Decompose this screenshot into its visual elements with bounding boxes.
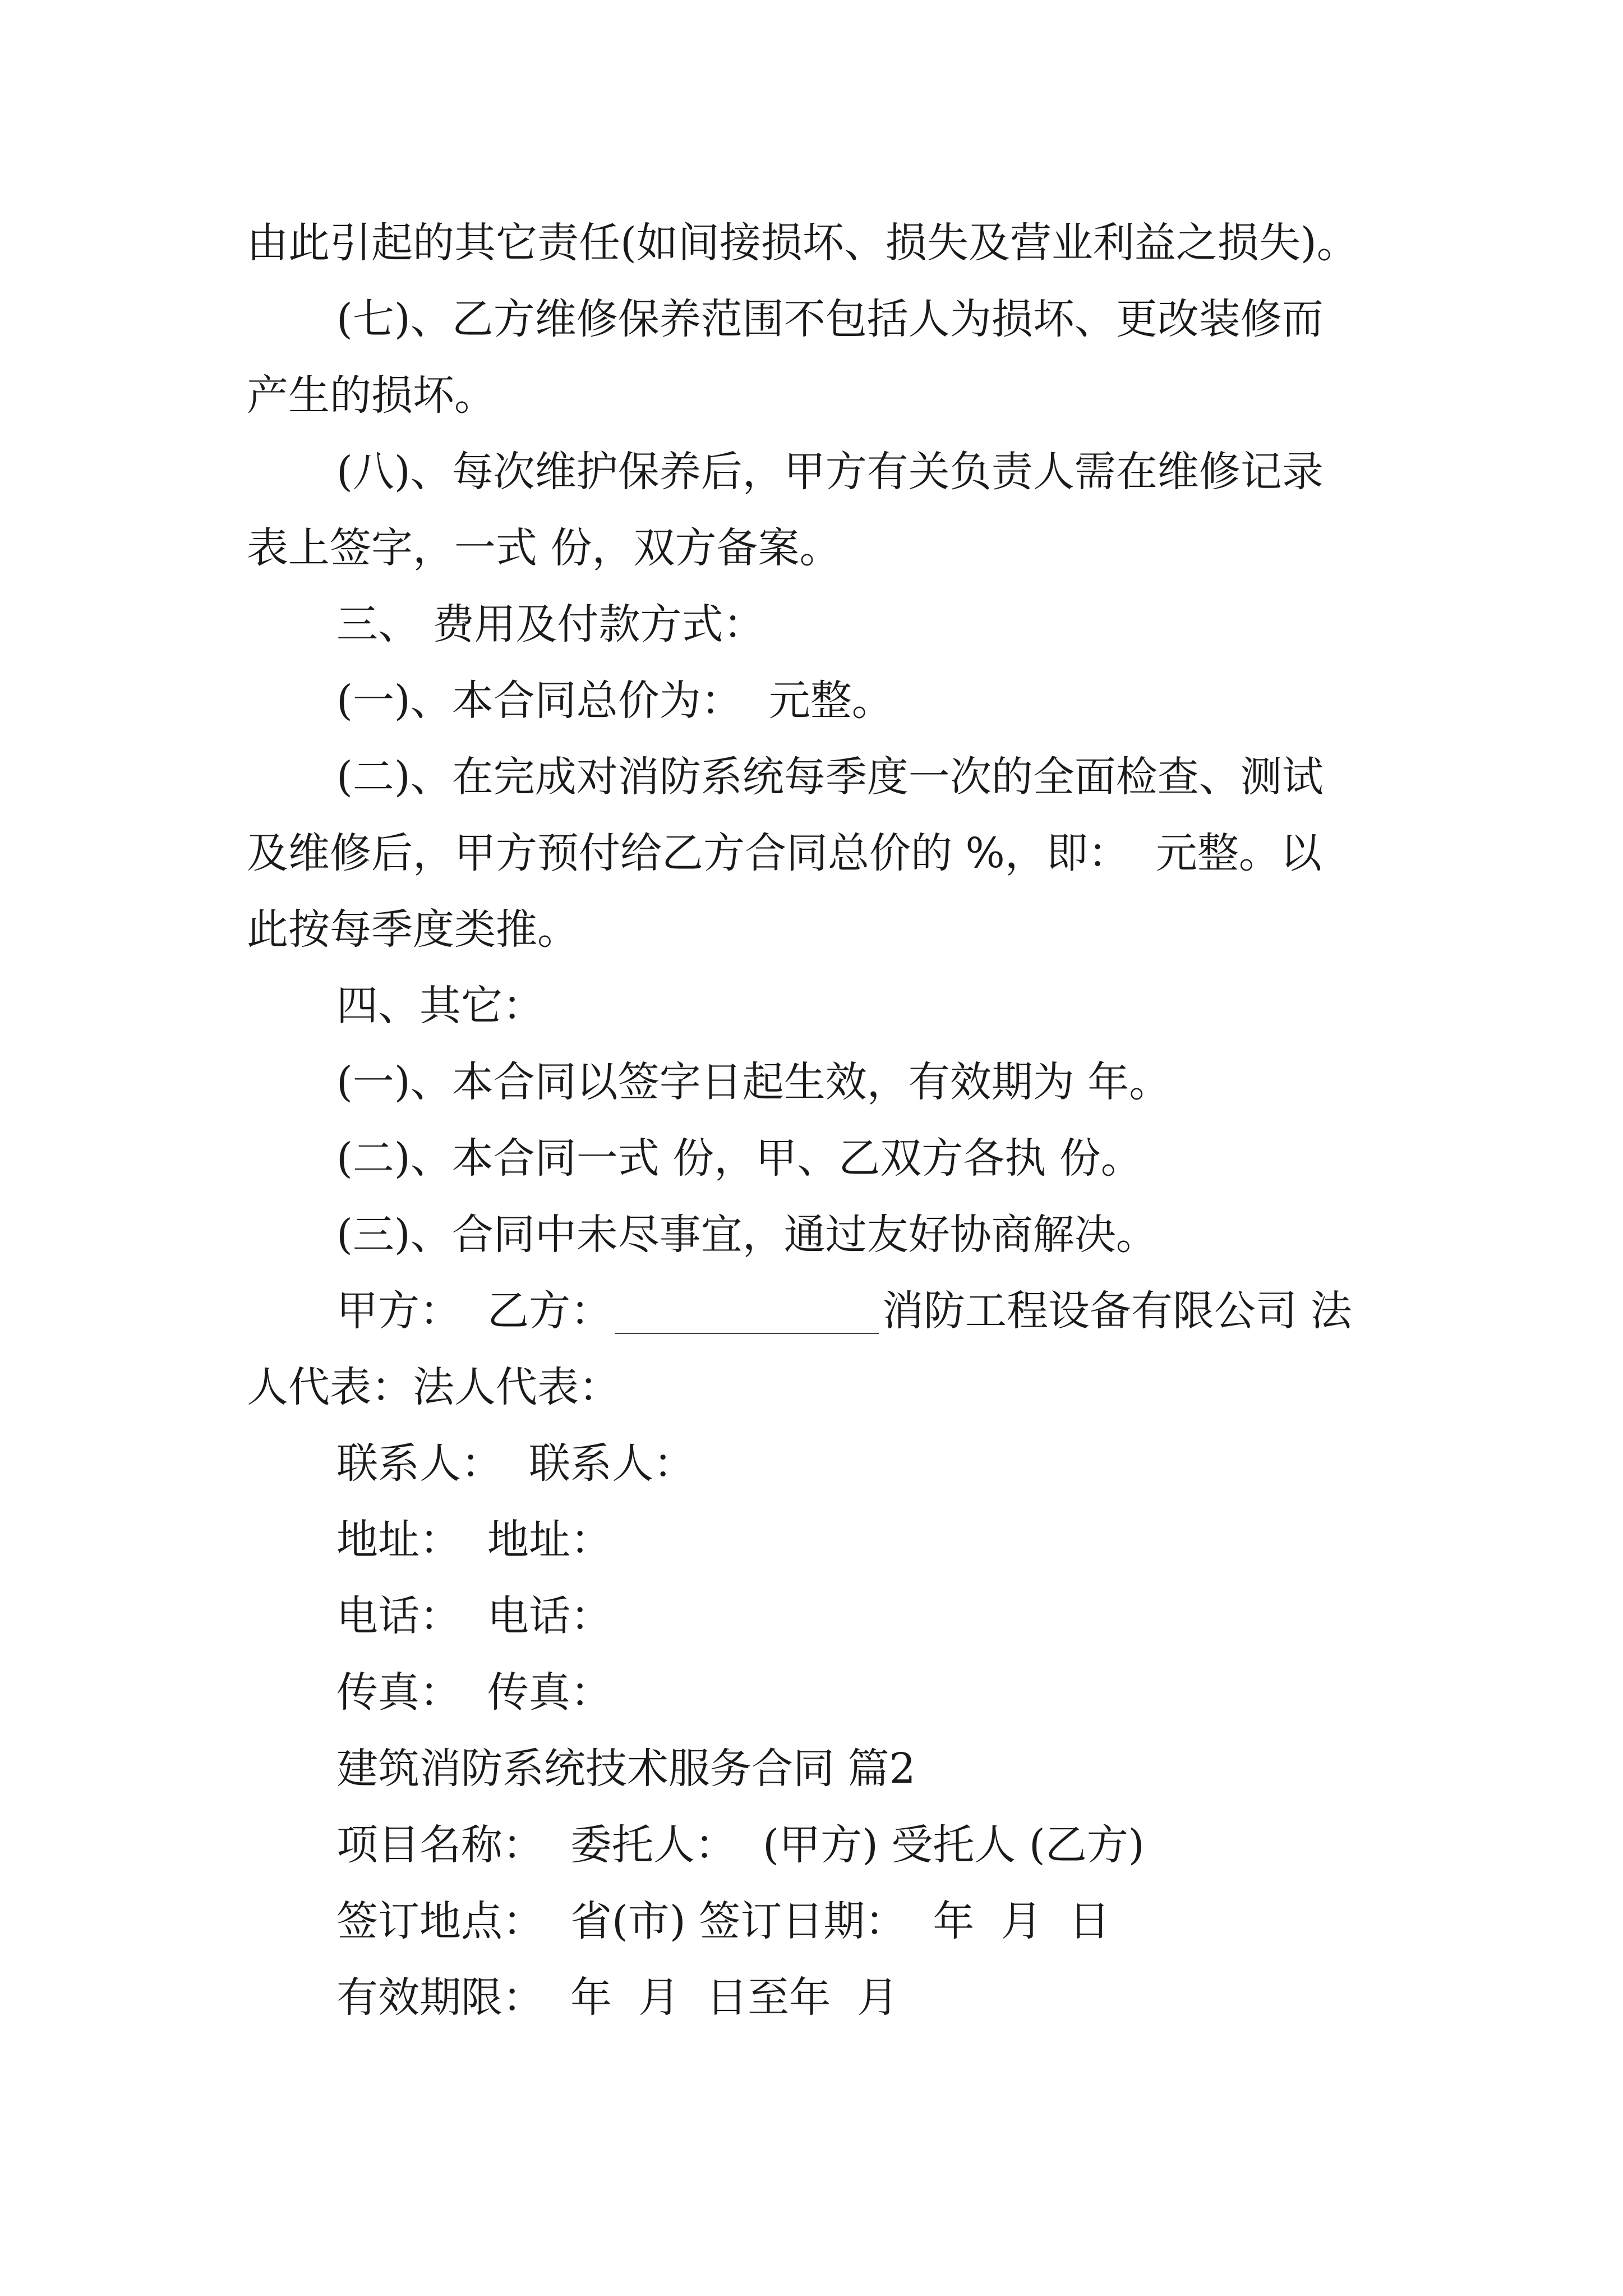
section-3-item-2-line-1: (二)、在完成对消防系统每季度一次的全面检查、测试 xyxy=(336,753,1324,801)
company-suffix: 消防工程设备有限公司 法 xyxy=(882,1287,1352,1335)
clause-8-line-2: 表上签字，一式 份，双方备案。 xyxy=(247,524,841,572)
fax-row: 传真： 传真： xyxy=(336,1668,612,1717)
signing-place-row: 签订地点： 省(市) 签订日期： 年 月 日 xyxy=(336,1897,1110,1945)
paragraph-line: 由此引起的其它责任(如间接损坏、损失及营业利益之损失)。 xyxy=(247,219,1358,267)
signature-line-1 xyxy=(336,1280,1352,1342)
signature-line-2: 人代表：法人代表： xyxy=(247,1363,620,1411)
clause-7-line-1: (七)、乙方维修保养范围不包括人为损坏、更改装修而 xyxy=(336,295,1324,343)
section-3-item-2-line-2: 及维修后，甲方预付给乙方合同总价的 %，即： 元整。以 xyxy=(247,829,1322,877)
company-name-blank xyxy=(615,1333,879,1334)
section-3-item-2-line-3: 此按每季度类推。 xyxy=(247,905,579,954)
clause-7-line-2: 产生的损坏。 xyxy=(247,371,496,420)
project-name-row: 项目名称： 委托人： (甲方) 受托人 (乙方) xyxy=(336,1821,1145,1869)
validity-row: 有效期限： 年 月 日至年 月 xyxy=(336,1973,899,2022)
party-labels: 甲方： 乙方： xyxy=(336,1287,612,1335)
phone-row: 电话： 电话： xyxy=(336,1592,612,1640)
section-3-title: 三、 费用及付款方式： xyxy=(336,600,765,648)
section-4-title: 四、其它： xyxy=(336,982,544,1030)
contact-row: 联系人： 联系人： xyxy=(336,1439,695,1488)
section-3-item-1: (一)、本合同总价为： 元整。 xyxy=(336,677,893,725)
address-row: 地址： 地址： xyxy=(336,1516,612,1564)
section-4-item-3: (三)、合同中未尽事宜，通过友好协商解决。 xyxy=(336,1211,1158,1259)
clause-8-line-1: (八)、每次维护保养后，甲方有关负责人需在维修记录 xyxy=(336,448,1324,496)
contract-2-heading: 建筑消防系统技术服务合同 篇2 xyxy=(336,1745,916,1793)
section-4-item-1: (一)、本合同以签字日起生效，有效期为 年。 xyxy=(336,1058,1171,1106)
section-4-item-2: (二)、本合同一式 份，甲、乙双方各执 份。 xyxy=(336,1134,1142,1182)
